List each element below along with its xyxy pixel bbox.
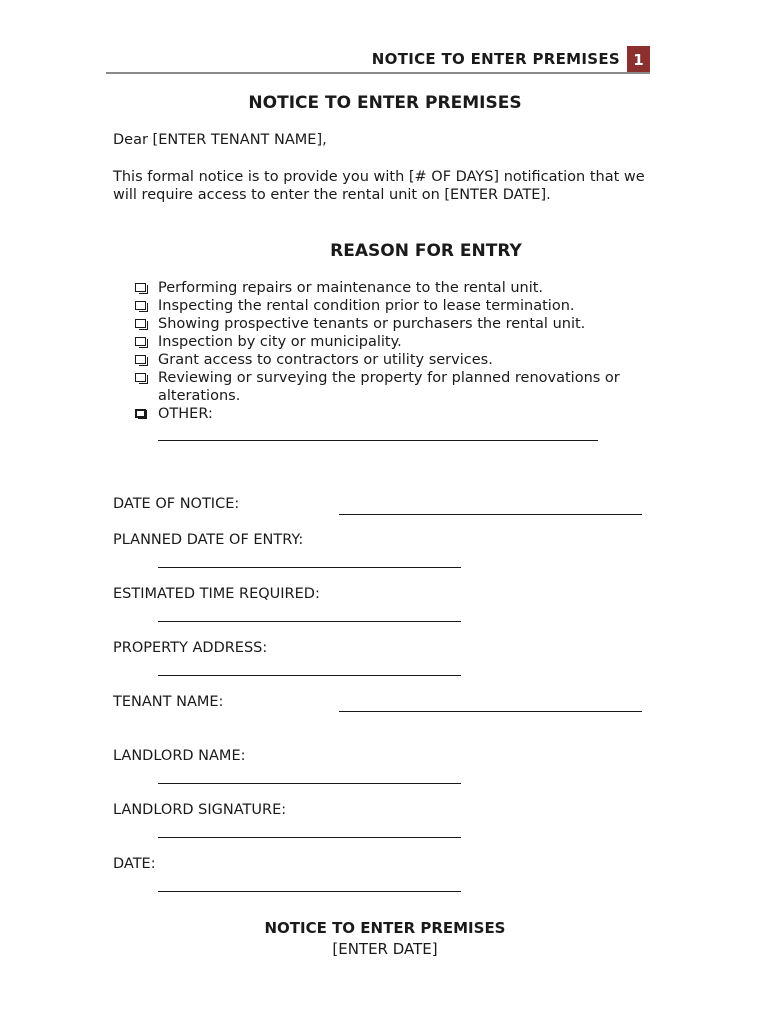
landlord-name-blank[interactable] (158, 783, 461, 784)
reason-label: Grant access to contractors or utility services. (158, 352, 493, 368)
checkbox-icon[interactable] (135, 301, 146, 310)
reason-item-other[interactable] (135, 405, 675, 423)
reason-item-showing[interactable] (135, 315, 675, 333)
tenant-name-label: TENANT NAME: (113, 694, 224, 710)
document-title: NOTICE TO ENTER PREMISES (248, 93, 522, 113)
footer-title: NOTICE TO ENTER PREMISES (264, 919, 506, 937)
date-label: DATE: (113, 856, 156, 872)
checkbox-icon[interactable] (135, 409, 146, 418)
reason-item-inspection-lease[interactable] (135, 297, 675, 315)
reason-heading: REASON FOR ENTRY (330, 241, 522, 261)
landlord-name-label: LANDLORD NAME: (113, 748, 246, 764)
footer-date: [ENTER DATE] (332, 940, 438, 958)
reason-label: Performing repairs or maintenance to the rental unit. (158, 280, 544, 296)
checkbox-icon[interactable] (135, 355, 146, 364)
planned-date-label: PLANNED DATE OF ENTRY: (113, 532, 304, 548)
checkbox-icon[interactable] (135, 319, 146, 328)
reason-label: Reviewing or surveying the property for planned renovations or alterations. (158, 370, 620, 404)
reason-item-contractors[interactable] (135, 351, 675, 369)
property-address-label: PROPERTY ADDRESS: (113, 640, 268, 656)
header-title: NOTICE TO ENTER PREMISES (371, 50, 620, 68)
reason-item-city-inspection[interactable] (135, 333, 675, 351)
estimated-time-label: ESTIMATED TIME REQUIRED: (113, 586, 320, 602)
intro-paragraph: This formal notice is to provide you with [# OF DAYS] notification that we will require access to enter the rental unit on [ENTER DATE]. (113, 169, 645, 203)
reason-label: Inspection by city or municipality. (158, 334, 402, 350)
estimated-time-blank[interactable] (158, 621, 461, 622)
reason-label: OTHER: (158, 406, 213, 422)
reason-list (135, 279, 675, 423)
header-divider (106, 72, 650, 74)
other-reason-blank[interactable] (158, 440, 598, 441)
checkbox-icon[interactable] (135, 337, 146, 346)
reason-item-survey[interactable] (135, 369, 675, 405)
landlord-signature-blank[interactable] (158, 837, 461, 838)
date-of-notice-blank[interactable] (339, 514, 642, 515)
tenant-name-blank[interactable] (339, 711, 642, 712)
date-of-notice-label: DATE OF NOTICE: (113, 496, 240, 512)
page-number-badge: 1 (627, 46, 650, 73)
reason-label: Inspecting the rental condition prior to lease termination. (158, 298, 575, 314)
checkbox-icon[interactable] (135, 373, 146, 382)
checkbox-icon[interactable] (135, 283, 146, 292)
reason-label: Showing prospective tenants or purchasers the rental unit. (158, 316, 586, 332)
planned-date-blank[interactable] (158, 567, 461, 568)
date-blank[interactable] (158, 891, 461, 892)
salutation: Dear [ENTER TENANT NAME], (113, 132, 327, 148)
landlord-signature-label: LANDLORD SIGNATURE: (113, 802, 287, 818)
reason-item-repairs[interactable] (135, 279, 675, 297)
property-address-blank[interactable] (158, 675, 461, 676)
